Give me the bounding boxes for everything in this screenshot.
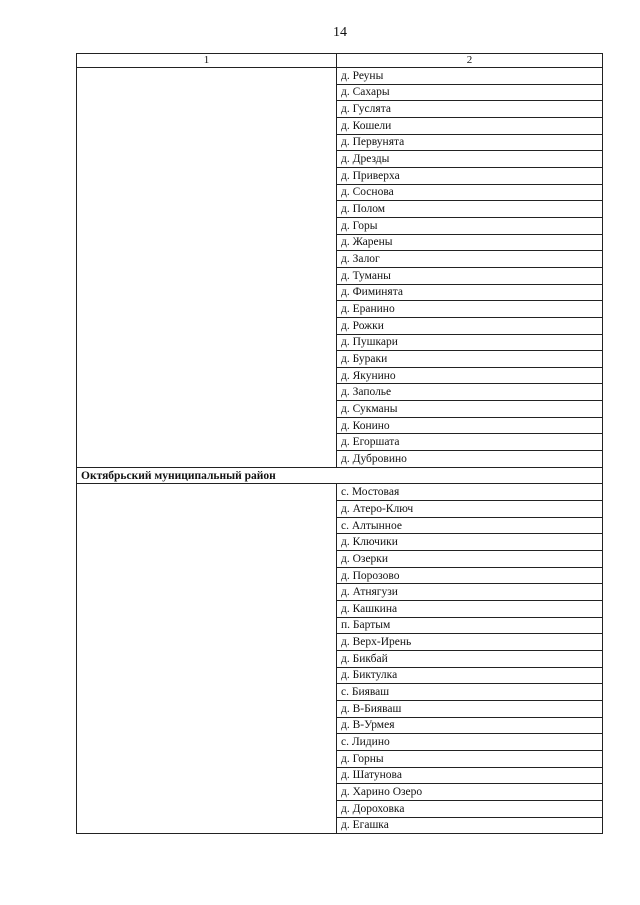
header-col-1: 1 xyxy=(77,54,337,68)
district-cell xyxy=(77,217,337,234)
settlement-cell: д. Верх-Ирень xyxy=(337,634,603,651)
settlement-cell: с. Мостовая xyxy=(337,484,603,501)
district-cell xyxy=(77,234,337,251)
district-cell xyxy=(77,501,337,518)
district-cell xyxy=(77,134,337,151)
table-row xyxy=(77,351,603,368)
district-cell xyxy=(77,767,337,784)
district-row xyxy=(77,467,603,484)
settlement-cell: д. Сукманы xyxy=(337,401,603,418)
table-row xyxy=(77,484,603,501)
settlement-cell: д. В-Бияваш xyxy=(337,700,603,717)
settlement-cell: д. Бикбай xyxy=(337,650,603,667)
table-row xyxy=(77,551,603,568)
table-row xyxy=(77,417,603,434)
settlement-cell: д. Дубровино xyxy=(337,451,603,468)
district-cell xyxy=(77,267,337,284)
table-row xyxy=(77,251,603,268)
settlements-table xyxy=(76,53,603,834)
settlement-cell: д. Бураки xyxy=(337,351,603,368)
table-row xyxy=(77,151,603,168)
settlement-cell: д. Жарены xyxy=(337,234,603,251)
district-name: Октябрьский муниципальный район xyxy=(77,467,603,484)
table-row xyxy=(77,284,603,301)
district-cell xyxy=(77,800,337,817)
settlement-cell: д. Заполье xyxy=(337,384,603,401)
district-cell xyxy=(77,367,337,384)
settlement-cell: д. Приверха xyxy=(337,167,603,184)
district-cell xyxy=(77,584,337,601)
settlement-cell: д. Атеро-Ключ xyxy=(337,501,603,518)
settlement-cell: д. Рожки xyxy=(337,317,603,334)
settlement-cell: д. Ключики xyxy=(337,534,603,551)
header-col-2: 2 xyxy=(337,54,603,68)
table-row xyxy=(77,501,603,518)
district-cell xyxy=(77,634,337,651)
table-row xyxy=(77,700,603,717)
table-row xyxy=(77,134,603,151)
table-row xyxy=(77,534,603,551)
table-row xyxy=(77,601,603,618)
district-cell xyxy=(77,317,337,334)
table-row xyxy=(77,567,603,584)
table-row xyxy=(77,817,603,834)
table-row xyxy=(77,750,603,767)
district-cell xyxy=(77,101,337,118)
table-row xyxy=(77,117,603,134)
settlement-cell: д. Якунино xyxy=(337,367,603,384)
settlement-cell: д. Фиминята xyxy=(337,284,603,301)
table-row xyxy=(77,317,603,334)
district-cell xyxy=(77,151,337,168)
district-cell xyxy=(77,301,337,318)
table-row xyxy=(77,584,603,601)
district-cell xyxy=(77,251,337,268)
table-row xyxy=(77,101,603,118)
district-cell xyxy=(77,184,337,201)
district-cell xyxy=(77,417,337,434)
settlement-cell: д. Сахары xyxy=(337,84,603,101)
table-row xyxy=(77,684,603,701)
district-cell xyxy=(77,167,337,184)
table-row xyxy=(77,634,603,651)
table-row xyxy=(77,800,603,817)
district-cell xyxy=(77,717,337,734)
table-row xyxy=(77,68,603,85)
table-row xyxy=(77,217,603,234)
settlement-cell: д. Биктулка xyxy=(337,667,603,684)
district-cell xyxy=(77,601,337,618)
district-cell xyxy=(77,817,337,834)
settlement-cell: д. Кошели xyxy=(337,117,603,134)
table-header-row xyxy=(77,54,603,68)
district-cell xyxy=(77,117,337,134)
settlement-cell: д. Залог xyxy=(337,251,603,268)
table-row xyxy=(77,301,603,318)
settlement-cell: д. Атнягузи xyxy=(337,584,603,601)
district-cell xyxy=(77,784,337,801)
district-cell xyxy=(77,451,337,468)
district-cell xyxy=(77,534,337,551)
settlement-cell: д. Соснова xyxy=(337,184,603,201)
district-cell xyxy=(77,551,337,568)
district-cell xyxy=(77,567,337,584)
table-row xyxy=(77,650,603,667)
district-cell xyxy=(77,201,337,218)
district-cell xyxy=(77,284,337,301)
table-row xyxy=(77,767,603,784)
settlement-cell: д. Дороховка xyxy=(337,800,603,817)
settlements-table-body xyxy=(77,54,603,834)
settlement-cell: с. Лидино xyxy=(337,734,603,751)
table-row xyxy=(77,201,603,218)
settlement-cell: д. Кашкина xyxy=(337,601,603,618)
settlement-cell: д. Туманы xyxy=(337,267,603,284)
table-row xyxy=(77,184,603,201)
settlement-cell: д. Еранино xyxy=(337,301,603,318)
table-row xyxy=(77,717,603,734)
settlement-cell: д. Озерки xyxy=(337,551,603,568)
settlement-cell: д. Конино xyxy=(337,417,603,434)
district-cell xyxy=(77,484,337,501)
district-cell xyxy=(77,401,337,418)
district-cell xyxy=(77,84,337,101)
settlement-cell: д. Реуны xyxy=(337,68,603,85)
table-row xyxy=(77,384,603,401)
settlement-cell: д. Харино Озеро xyxy=(337,784,603,801)
district-cell xyxy=(77,384,337,401)
district-cell xyxy=(77,750,337,767)
table-row xyxy=(77,234,603,251)
settlement-cell: д. Порозово xyxy=(337,567,603,584)
table-row xyxy=(77,334,603,351)
settlement-cell: д. Горны xyxy=(337,750,603,767)
settlement-cell: с. Алтынное xyxy=(337,517,603,534)
district-cell xyxy=(77,684,337,701)
district-cell xyxy=(77,617,337,634)
district-cell xyxy=(77,351,337,368)
settlement-cell: д. Первунята xyxy=(337,134,603,151)
district-cell xyxy=(77,434,337,451)
settlement-cell: д. Шатунова xyxy=(337,767,603,784)
table-row xyxy=(77,434,603,451)
table-row xyxy=(77,84,603,101)
settlement-cell: д. Гуслята xyxy=(337,101,603,118)
settlement-cell: п. Бартым xyxy=(337,617,603,634)
table-row xyxy=(77,784,603,801)
district-cell xyxy=(77,650,337,667)
district-cell xyxy=(77,517,337,534)
settlement-cell: д. Дрезды xyxy=(337,151,603,168)
table-row xyxy=(77,451,603,468)
district-cell xyxy=(77,334,337,351)
table-row xyxy=(77,667,603,684)
settlement-cell: с. Бияваш xyxy=(337,684,603,701)
table-row xyxy=(77,167,603,184)
settlement-cell: д. Егашка xyxy=(337,817,603,834)
district-cell xyxy=(77,700,337,717)
settlement-cell: д. Пушкари xyxy=(337,334,603,351)
table-row xyxy=(77,367,603,384)
page-number: 14 xyxy=(333,25,347,40)
settlement-cell: д. Горы xyxy=(337,217,603,234)
table-row xyxy=(77,401,603,418)
settlement-cell: д. Егоршата xyxy=(337,434,603,451)
settlement-cell: д. В-Урмея xyxy=(337,717,603,734)
district-cell xyxy=(77,667,337,684)
table-row xyxy=(77,517,603,534)
table-row xyxy=(77,617,603,634)
district-cell xyxy=(77,734,337,751)
table-row xyxy=(77,267,603,284)
table-row xyxy=(77,734,603,751)
district-cell xyxy=(77,68,337,85)
settlement-cell: д. Полом xyxy=(337,201,603,218)
